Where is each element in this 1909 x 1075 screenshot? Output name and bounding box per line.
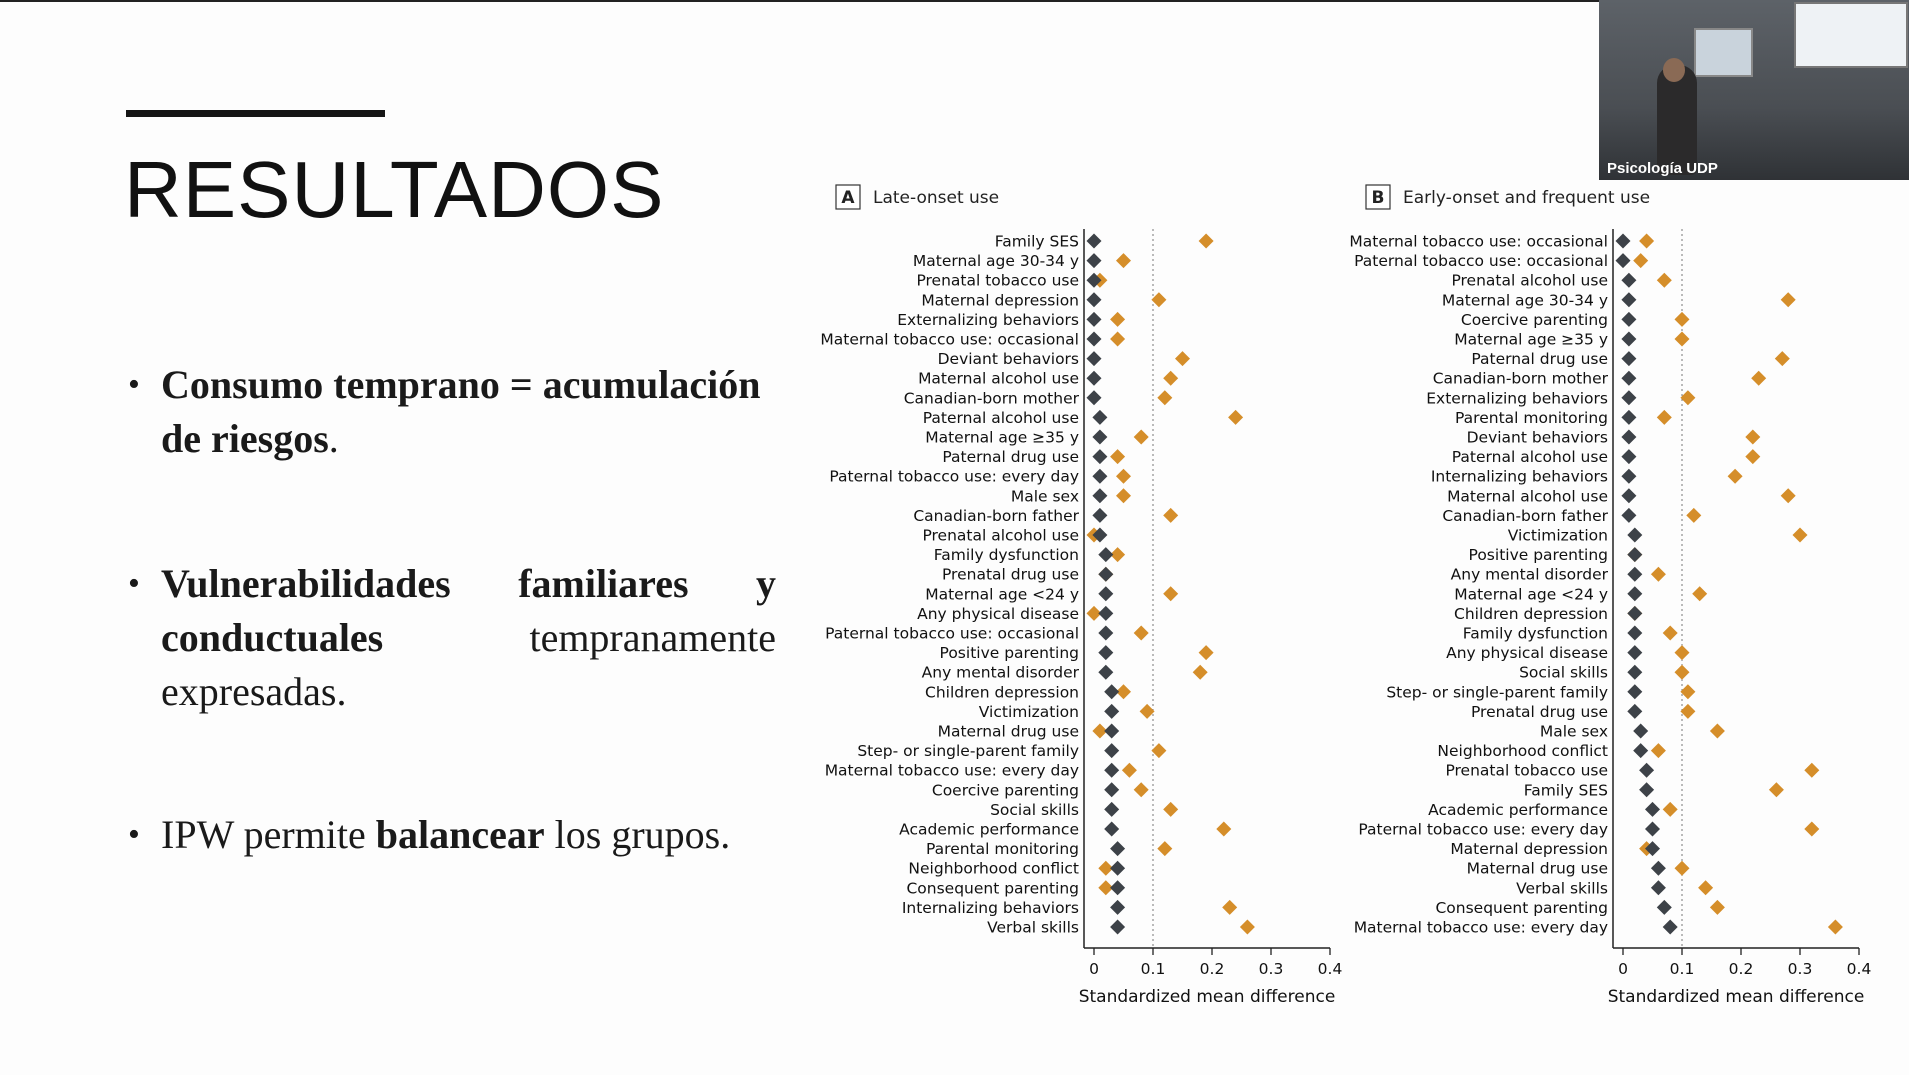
panel-b-orange-point bbox=[1633, 253, 1648, 268]
panel-b-x-axis-title: Standardized mean difference bbox=[1607, 987, 1865, 1007]
panel-a-row-label: Consequent parenting bbox=[906, 879, 1079, 898]
bullet-text bbox=[161, 808, 776, 862]
panel-b-row-label: Maternal alcohol use bbox=[1447, 487, 1608, 506]
panel-a-orange-point bbox=[1163, 802, 1178, 817]
panel-a-orange-point bbox=[1240, 920, 1255, 935]
panel-b-row-label: Maternal tobacco use: every day bbox=[1353, 918, 1608, 937]
panel-a-dark-point bbox=[1098, 626, 1113, 641]
panel-a-row-label: Paternal tobacco use: every day bbox=[829, 467, 1079, 486]
panel-b-orange-point bbox=[1663, 802, 1678, 817]
panel-b-dark-point bbox=[1633, 724, 1648, 739]
panel-a-dark-point bbox=[1098, 645, 1113, 660]
panel-a-orange-point bbox=[1151, 743, 1166, 758]
panel-a-orange-point bbox=[1199, 234, 1214, 249]
panel-b-dark-point bbox=[1627, 606, 1642, 621]
panel-a-orange-point bbox=[1163, 371, 1178, 386]
video-monitor-left bbox=[1694, 28, 1753, 77]
panel-b-row-label: Deviant behaviors bbox=[1466, 428, 1608, 447]
panel-b-orange-point bbox=[1686, 508, 1701, 523]
panel-b-dark-point bbox=[1621, 430, 1636, 445]
bullet-dot: • bbox=[128, 366, 140, 403]
panel-b-row-label: Any mental disorder bbox=[1450, 565, 1608, 584]
panel-b-orange-point bbox=[1804, 763, 1819, 778]
panel-a-row-label: Victimization bbox=[978, 702, 1079, 721]
panel-a-orange-point bbox=[1157, 841, 1172, 856]
panel-b-row-label: Consequent parenting bbox=[1435, 898, 1608, 917]
panel-a-dark-point bbox=[1087, 351, 1102, 366]
panel-b-row-label: Prenatal drug use bbox=[1470, 702, 1608, 721]
bullet-bold-text: balancear bbox=[375, 812, 545, 857]
panel-b-orange-point bbox=[1745, 449, 1760, 464]
panel-b-orange-point bbox=[1680, 704, 1695, 719]
panel-b-dark-point bbox=[1627, 665, 1642, 680]
panel-b-row-label: Paternal drug use bbox=[1471, 350, 1608, 369]
panel-b-orange-point bbox=[1663, 626, 1678, 641]
panel-b-row-label: Maternal age <24 y bbox=[1454, 585, 1608, 604]
panel-b-orange-point bbox=[1781, 292, 1796, 307]
panel-b-row-label: Family SES bbox=[1523, 781, 1608, 800]
panel-b-row-label: Canadian-born mother bbox=[1432, 369, 1608, 388]
panel-b-row-label: Externalizing behaviors bbox=[1426, 389, 1608, 408]
panel-a-x-tick-label: 0.1 bbox=[1140, 960, 1166, 978]
panel-b-orange-point bbox=[1728, 469, 1743, 484]
bullet-bold-text: Consumo temprano = acumulación bbox=[161, 362, 761, 407]
panel-b-row-label: Verbal skills bbox=[1516, 879, 1608, 898]
panel-b-dark-point bbox=[1651, 861, 1666, 876]
panel-a-row-label: Prenatal alcohol use bbox=[922, 526, 1079, 545]
panel-b-dark-point bbox=[1621, 351, 1636, 366]
panel-b-row-label: Step- or single-parent family bbox=[1386, 683, 1608, 702]
panel-b-dark-point bbox=[1645, 822, 1660, 837]
panel-a-dark-point bbox=[1110, 900, 1125, 915]
panel-b-orange-point bbox=[1675, 665, 1690, 680]
webcam-video-overlay[interactable] bbox=[1599, 0, 1909, 180]
panel-a-dark-point bbox=[1092, 430, 1107, 445]
panel-b-dark-point bbox=[1616, 234, 1631, 249]
panel-b-orange-point bbox=[1680, 390, 1695, 405]
panel-a-row-label: Social skills bbox=[990, 800, 1079, 819]
panel-a-dark-point bbox=[1110, 861, 1125, 876]
panel-b-dark-point bbox=[1621, 292, 1636, 307]
video-label: Psicología UDP bbox=[1607, 160, 1718, 177]
panel-a-dark-point bbox=[1110, 920, 1125, 935]
bullet-text-tail: . bbox=[328, 416, 339, 461]
panel-b-dark-point bbox=[1627, 704, 1642, 719]
panel-a-row-label: Paternal tobacco use: occasional bbox=[825, 624, 1079, 643]
panel-a-row-label: Paternal drug use bbox=[942, 448, 1079, 467]
panel-a-row-label: Maternal drug use bbox=[937, 722, 1079, 741]
panel-a-dark-point bbox=[1092, 410, 1107, 425]
panel-a-dark-point bbox=[1110, 880, 1125, 895]
panel-b-row-label: Positive parenting bbox=[1468, 546, 1608, 565]
panel-a-row-label: Prenatal drug use bbox=[941, 565, 1079, 584]
bullet-text-pre: IPW permite bbox=[161, 812, 376, 857]
panel-b-dark-point bbox=[1621, 371, 1636, 386]
panel-a-dark-point bbox=[1092, 469, 1107, 484]
panel-a-row-label: Children depression bbox=[925, 683, 1079, 702]
panel-b-row-label: Academic performance bbox=[1428, 800, 1608, 819]
panel-b-orange-point bbox=[1804, 822, 1819, 837]
panel-a-row-label: Maternal tobacco use: occasional bbox=[820, 330, 1079, 349]
panel-a-row-label: Family SES bbox=[994, 232, 1079, 251]
panel-b-dark-point bbox=[1621, 390, 1636, 405]
panel-b-orange-point bbox=[1775, 351, 1790, 366]
panel-a-dark-point bbox=[1104, 802, 1119, 817]
panel-b-orange-point bbox=[1745, 430, 1760, 445]
panel-b-orange-point bbox=[1781, 488, 1796, 503]
panel-b-dark-point bbox=[1621, 449, 1636, 464]
panel-a-row-label: Deviant behaviors bbox=[937, 350, 1079, 369]
panel-a-dark-point bbox=[1104, 724, 1119, 739]
panel-b-orange-point bbox=[1675, 312, 1690, 327]
panel-b-dark-point bbox=[1627, 528, 1642, 543]
panel-a-dark-point bbox=[1104, 763, 1119, 778]
panel-a-row-label: Maternal age 30-34 y bbox=[912, 252, 1079, 271]
panel-a-orange-point bbox=[1134, 626, 1149, 641]
panel-a-row-label: Positive parenting bbox=[939, 644, 1079, 663]
panel-b-dark-point bbox=[1621, 508, 1636, 523]
bullet-dot: • bbox=[128, 565, 140, 602]
panel-a-dark-point bbox=[1098, 606, 1113, 621]
panel-b-orange-point bbox=[1769, 782, 1784, 797]
panel-a-row-label: Parental monitoring bbox=[926, 840, 1079, 859]
bullet-dot: • bbox=[128, 816, 140, 853]
panel-a-row-label: Maternal age <24 y bbox=[925, 585, 1079, 604]
panel-b-row-label: Internalizing behaviors bbox=[1430, 467, 1608, 486]
panel-b-row-label: Canadian-born father bbox=[1442, 506, 1608, 525]
panel-b-dark-point bbox=[1651, 880, 1666, 895]
panel-a-dark-point bbox=[1104, 743, 1119, 758]
panel-a-orange-point bbox=[1163, 508, 1178, 523]
panel-b-dark-point bbox=[1633, 743, 1648, 758]
panel-b-dark-point bbox=[1627, 626, 1642, 641]
bullet-bold-word: y bbox=[755, 561, 776, 606]
panel-b-row-label: Maternal tobacco use: occasional bbox=[1349, 232, 1608, 251]
panel-a-letter: A bbox=[841, 188, 855, 208]
panel-a-orange-point bbox=[1228, 410, 1243, 425]
bullet-bold-word: conductuales bbox=[161, 615, 384, 660]
panel-b-row-label: Maternal age ≥35 y bbox=[1454, 330, 1608, 349]
panel-b-row-label: Paternal tobacco use: occasional bbox=[1354, 252, 1608, 271]
panel-a-row-label: Maternal age ≥35 y bbox=[925, 428, 1079, 447]
panel-a-dark-point bbox=[1087, 253, 1102, 268]
panel-a-row-label: Step- or single-parent family bbox=[857, 742, 1079, 761]
panel-a-row-label: Family dysfunction bbox=[933, 546, 1079, 565]
panel-a-dark-point bbox=[1092, 508, 1107, 523]
panel-a-x-tick-label: 0.2 bbox=[1199, 960, 1225, 978]
panel-a-title: Late-onset use bbox=[873, 188, 1000, 208]
panel-b-dark-point bbox=[1621, 410, 1636, 425]
bullet-bold-text: de riesgos bbox=[161, 416, 329, 461]
panel-b-x-tick-label: 0.2 bbox=[1728, 960, 1754, 978]
panel-b-orange-point bbox=[1675, 332, 1690, 347]
panel-b-row-label: Maternal depression bbox=[1450, 840, 1608, 859]
panel-a-dark-point bbox=[1087, 292, 1102, 307]
panel-b-row-label: Coercive parenting bbox=[1460, 310, 1608, 329]
panel-b-row-label: Maternal age 30-34 y bbox=[1441, 291, 1608, 310]
video-projection-screen bbox=[1794, 2, 1908, 68]
panel-a-dark-point bbox=[1104, 684, 1119, 699]
panel-b-dark-point bbox=[1627, 684, 1642, 699]
panel-b-x-tick-label: 0.3 bbox=[1787, 960, 1813, 978]
bullet-text bbox=[161, 557, 776, 719]
forest-plot-figure bbox=[820, 175, 1909, 1015]
panel-b-dark-point bbox=[1627, 567, 1642, 582]
panel-b-orange-point bbox=[1657, 410, 1672, 425]
panel-a-orange-point bbox=[1163, 586, 1178, 601]
panel-a-dark-point bbox=[1087, 371, 1102, 386]
panel-a-dark-point bbox=[1104, 704, 1119, 719]
panel-b-x-tick-label: 0 bbox=[1618, 960, 1628, 978]
panel-b-orange-point bbox=[1651, 743, 1666, 758]
panel-a-orange-point bbox=[1157, 390, 1172, 405]
panel-a-row-label: Any mental disorder bbox=[921, 663, 1079, 682]
panel-a-dark-point bbox=[1098, 547, 1113, 562]
panel-b-dark-point bbox=[1621, 312, 1636, 327]
bullet-bold-word: Vulnerabilidades bbox=[161, 561, 451, 606]
bullet-text-post: los grupos. bbox=[544, 812, 731, 857]
panel-a-orange-point bbox=[1110, 312, 1125, 327]
panel-a-orange-point bbox=[1216, 822, 1231, 837]
panel-a-row-label: Coercive parenting bbox=[931, 781, 1079, 800]
panel-a-row-label: Canadian-born mother bbox=[903, 389, 1079, 408]
panel-b-dark-point bbox=[1621, 469, 1636, 484]
panel-b-row-label: Prenatal tobacco use bbox=[1445, 761, 1608, 780]
panel-b-dark-point bbox=[1639, 763, 1654, 778]
panel-a-dark-point bbox=[1098, 567, 1113, 582]
panel-b-dark-point bbox=[1627, 547, 1642, 562]
panel-b-dark-point bbox=[1616, 253, 1631, 268]
panel-b-orange-point bbox=[1675, 861, 1690, 876]
panel-b-orange-point bbox=[1751, 371, 1766, 386]
panel-b-letter: B bbox=[1371, 188, 1385, 208]
panel-b-row-label: Family dysfunction bbox=[1462, 624, 1608, 643]
panel-b-row-label: Children depression bbox=[1454, 604, 1608, 623]
panel-b-row-label: Any physical disease bbox=[1446, 644, 1608, 663]
bullet-word: expresadas. bbox=[161, 669, 347, 714]
panel-a-dark-point bbox=[1098, 665, 1113, 680]
title-underline-bar bbox=[126, 110, 385, 117]
panel-b-orange-point bbox=[1710, 900, 1725, 915]
panel-b-row-label: Social skills bbox=[1519, 663, 1608, 682]
panel-a-dark-point bbox=[1092, 449, 1107, 464]
panel-b-orange-point bbox=[1710, 724, 1725, 739]
panel-b-row-label: Victimization bbox=[1507, 526, 1608, 545]
bullet-bold-word: familiares bbox=[518, 561, 689, 606]
panel-a-orange-point bbox=[1122, 763, 1137, 778]
panel-a-dark-point bbox=[1087, 390, 1102, 405]
panel-a-row-label: Maternal depression bbox=[921, 291, 1079, 310]
panel-a-row-label: Maternal alcohol use bbox=[918, 369, 1079, 388]
panel-a-dark-point bbox=[1092, 488, 1107, 503]
panel-a-dark-point bbox=[1110, 841, 1125, 856]
panel-b-row-label: Male sex bbox=[1539, 722, 1608, 741]
bullet-word: tempranamente bbox=[529, 615, 776, 660]
panel-b-row-label: Paternal tobacco use: every day bbox=[1358, 820, 1608, 839]
bullet-text bbox=[161, 358, 776, 466]
panel-a-row-label: Verbal skills bbox=[987, 918, 1079, 937]
panel-b-x-tick-label: 0.4 bbox=[1846, 960, 1872, 978]
panel-a-orange-point bbox=[1134, 430, 1149, 445]
panel-b-dark-point bbox=[1621, 273, 1636, 288]
panel-a-dark-point bbox=[1098, 586, 1113, 601]
panel-b-dark-point bbox=[1627, 645, 1642, 660]
panel-b-orange-point bbox=[1639, 234, 1654, 249]
slide-title: RESULTADOS bbox=[124, 145, 665, 234]
panel-a-row-label: Externalizing behaviors bbox=[897, 310, 1079, 329]
panel-b-row-label: Prenatal alcohol use bbox=[1451, 271, 1608, 290]
panel-b-row-label: Parental monitoring bbox=[1455, 408, 1608, 427]
panel-a-x-tick-label: 0.3 bbox=[1258, 960, 1284, 978]
panel-a-dark-point bbox=[1087, 312, 1102, 327]
panel-a-orange-point bbox=[1151, 292, 1166, 307]
panel-b-orange-point bbox=[1698, 880, 1713, 895]
panel-a-x-tick-label: 0 bbox=[1089, 960, 1099, 978]
panel-b-dark-point bbox=[1621, 332, 1636, 347]
panel-b-row-label: Maternal drug use bbox=[1466, 859, 1608, 878]
panel-a-row-label: Paternal alcohol use bbox=[922, 408, 1079, 427]
panel-a-orange-point bbox=[1222, 900, 1237, 915]
panel-a-orange-point bbox=[1193, 665, 1208, 680]
panel-a-orange-point bbox=[1110, 449, 1125, 464]
panel-a-orange-point bbox=[1140, 704, 1155, 719]
panel-a-x-tick-label: 0.4 bbox=[1317, 960, 1343, 978]
panel-a-dark-point bbox=[1104, 822, 1119, 837]
panel-a-row-label: Neighborhood conflict bbox=[908, 859, 1079, 878]
panel-b-x-tick-label: 0.1 bbox=[1669, 960, 1695, 978]
panel-a-row-label: Prenatal tobacco use bbox=[916, 271, 1079, 290]
panel-b-orange-point bbox=[1675, 645, 1690, 660]
panel-b-orange-point bbox=[1651, 567, 1666, 582]
panel-a-dark-point bbox=[1104, 782, 1119, 797]
panel-a-orange-point bbox=[1199, 645, 1214, 660]
panel-b-dark-point bbox=[1657, 900, 1672, 915]
panel-b-dark-point bbox=[1621, 488, 1636, 503]
panel-b-orange-point bbox=[1793, 528, 1808, 543]
panel-b-dark-point bbox=[1663, 920, 1678, 935]
panel-a-orange-point bbox=[1116, 488, 1131, 503]
panel-a-row-label: Male sex bbox=[1010, 487, 1079, 506]
video-presenter-head bbox=[1663, 58, 1685, 82]
panel-a-orange-point bbox=[1134, 782, 1149, 797]
panel-b-orange-point bbox=[1657, 273, 1672, 288]
panel-b-orange-point bbox=[1692, 586, 1707, 601]
panel-a-orange-point bbox=[1116, 253, 1131, 268]
panel-b-row-label: Paternal alcohol use bbox=[1451, 448, 1608, 467]
panel-b-orange-point bbox=[1680, 684, 1695, 699]
panel-b-dark-point bbox=[1645, 802, 1660, 817]
panel-a-row-label: Internalizing behaviors bbox=[901, 898, 1079, 917]
panel-a-row-label: Maternal tobacco use: every day bbox=[824, 761, 1079, 780]
panel-b-dark-point bbox=[1627, 586, 1642, 601]
panel-b-title: Early-onset and frequent use bbox=[1403, 188, 1651, 208]
panel-a-dark-point bbox=[1087, 234, 1102, 249]
panel-b-row-label: Neighborhood conflict bbox=[1437, 742, 1608, 761]
panel-a-x-axis-title: Standardized mean difference bbox=[1078, 987, 1336, 1007]
panel-a-row-label: Any physical disease bbox=[917, 604, 1079, 623]
panel-b-orange-point bbox=[1828, 920, 1843, 935]
panel-a-orange-point bbox=[1110, 332, 1125, 347]
panel-a-row-label: Canadian-born father bbox=[913, 506, 1079, 525]
panel-a-orange-point bbox=[1175, 351, 1190, 366]
panel-a-dark-point bbox=[1087, 332, 1102, 347]
panel-b-dark-point bbox=[1639, 782, 1654, 797]
panel-a-row-label: Academic performance bbox=[899, 820, 1079, 839]
panel-a-orange-point bbox=[1116, 469, 1131, 484]
